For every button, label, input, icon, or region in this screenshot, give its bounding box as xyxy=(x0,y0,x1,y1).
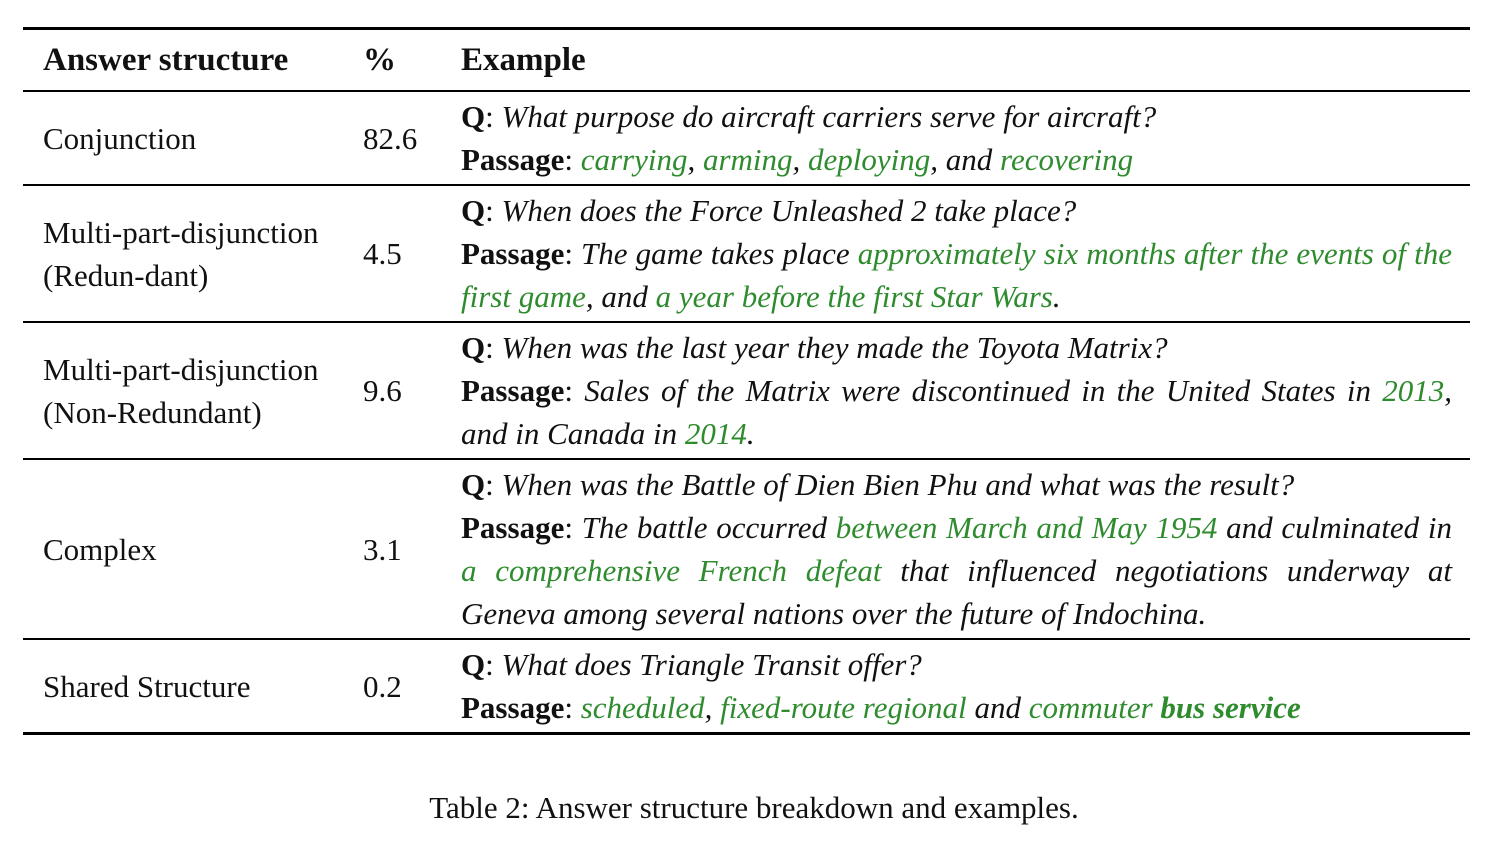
passage-text: and culminated in xyxy=(1217,510,1452,545)
passage-label: Passage xyxy=(461,142,565,177)
example-cell xyxy=(441,91,1470,185)
passage-text: , and in Canada in xyxy=(461,373,1452,451)
answer-structure-cell: Shared Structure xyxy=(43,668,251,704)
answer-structure-cell: Complex xyxy=(43,531,157,567)
passage-text: that influenced negotiations underway at Geneva among several nations over the future of Indochina. xyxy=(461,553,1452,631)
question-line xyxy=(461,643,1452,686)
question-label: Q xyxy=(461,467,486,502)
highlighted-answer-span: 2014 xyxy=(684,416,747,451)
passage-text: The battle occurred xyxy=(581,510,836,545)
example-cell xyxy=(441,459,1470,639)
question-line xyxy=(461,463,1452,506)
example-cell xyxy=(441,639,1470,734)
label-separator: : xyxy=(564,690,581,725)
label-separator: : xyxy=(485,330,502,365)
percent-cell: 0.2 xyxy=(363,668,402,704)
passage-text: . xyxy=(746,416,755,451)
question-text: When was the last year they made the Toyota Matrix? xyxy=(501,330,1168,365)
highlighted-answer-span: carrying xyxy=(580,142,688,177)
question-text: What does Triangle Transit offer? xyxy=(501,647,922,682)
highlighted-answer-span: commuter xyxy=(1028,690,1161,725)
table-row xyxy=(23,91,1470,185)
question-label: Q xyxy=(461,193,486,228)
label-separator: : xyxy=(564,510,582,545)
label-separator: : xyxy=(564,373,585,408)
label-separator: : xyxy=(485,467,502,502)
highlighted-answer-span: a comprehensive French defeat xyxy=(461,553,882,588)
answer-structure-cell: Multi-part-disjunction (Non-Redundant) xyxy=(43,351,319,430)
passage-text: The game takes place xyxy=(581,236,858,271)
question-line xyxy=(461,95,1452,138)
highlighted-answer-span: deploying xyxy=(808,142,931,177)
passage-line xyxy=(461,686,1452,729)
passage-label: Passage xyxy=(461,373,565,408)
table-row xyxy=(23,185,1470,322)
question-label: Q xyxy=(461,330,486,365)
question-line xyxy=(461,189,1452,232)
table xyxy=(23,27,1470,735)
passage-label: Passage xyxy=(461,236,565,271)
answer-structure-cell: Conjunction xyxy=(43,120,197,156)
highlighted-answer-span: fixed-route regional xyxy=(720,690,967,725)
example-cell xyxy=(441,322,1470,459)
header-percent: % xyxy=(363,41,396,78)
highlighted-answer-span: arming xyxy=(702,142,793,177)
header-example: Example xyxy=(461,41,586,78)
passage-line xyxy=(461,232,1452,318)
highlighted-answer-span: recovering xyxy=(1000,142,1134,177)
passage-line xyxy=(461,506,1452,635)
passage-text: , xyxy=(704,690,721,725)
question-line xyxy=(461,326,1452,369)
label-separator: : xyxy=(485,99,502,134)
passage-text: , and xyxy=(585,279,656,314)
highlighted-answer-span: 2013 xyxy=(1382,373,1445,408)
answer-structure-cell: Multi-part-disjunction (Redun-dant) xyxy=(43,214,319,293)
highlighted-answer-span: a year before the first Star Wars xyxy=(655,279,1053,314)
passage-text: , and xyxy=(930,142,1001,177)
table-caption: Table 2: Answer structure breakdown and examples. xyxy=(429,790,1079,825)
percent-cell: 82.6 xyxy=(363,120,418,156)
passage-text: . xyxy=(1052,279,1061,314)
highlighted-answer-span: bus service xyxy=(1160,690,1301,725)
table-row xyxy=(23,459,1470,639)
passage-label: Passage xyxy=(461,690,565,725)
header-row xyxy=(23,29,1470,92)
passage-text: , xyxy=(687,142,703,177)
passage-text: and xyxy=(966,690,1029,725)
passage-text: Sales of the Matrix were discontinued in the United States in xyxy=(584,373,1383,408)
question-text: When was the Battle of Dien Bien Phu and what was the result? xyxy=(501,467,1295,502)
passage-text: , xyxy=(792,142,809,177)
percent-cell: 3.1 xyxy=(363,531,402,567)
label-separator: : xyxy=(564,142,581,177)
table-header xyxy=(23,29,1470,92)
table-row xyxy=(23,322,1470,459)
highlighted-answer-span: between March and May 1954 xyxy=(835,510,1218,545)
percent-cell: 4.5 xyxy=(363,236,402,271)
label-separator: : xyxy=(485,647,502,682)
highlighted-answer-span: approximately six months after the events of the first game xyxy=(461,236,1452,314)
passage-line xyxy=(461,369,1452,455)
passage-line xyxy=(461,138,1452,181)
highlighted-answer-span: scheduled xyxy=(580,690,705,725)
table-body xyxy=(23,91,1470,734)
answer-structure-table xyxy=(23,27,1470,735)
percent-cell: 9.6 xyxy=(363,373,402,408)
label-separator: : xyxy=(485,193,502,228)
passage-label: Passage xyxy=(461,510,565,545)
example-cell xyxy=(441,185,1470,322)
header-answer-structure: Answer structure xyxy=(43,41,289,78)
question-text: When does the Force Unleashed 2 take place? xyxy=(501,193,1077,228)
table-row xyxy=(23,639,1470,734)
question-label: Q xyxy=(461,647,486,682)
question-text: What purpose do aircraft carriers serve for aircraft? xyxy=(501,99,1157,134)
question-label: Q xyxy=(461,99,486,134)
label-separator: : xyxy=(564,236,582,271)
